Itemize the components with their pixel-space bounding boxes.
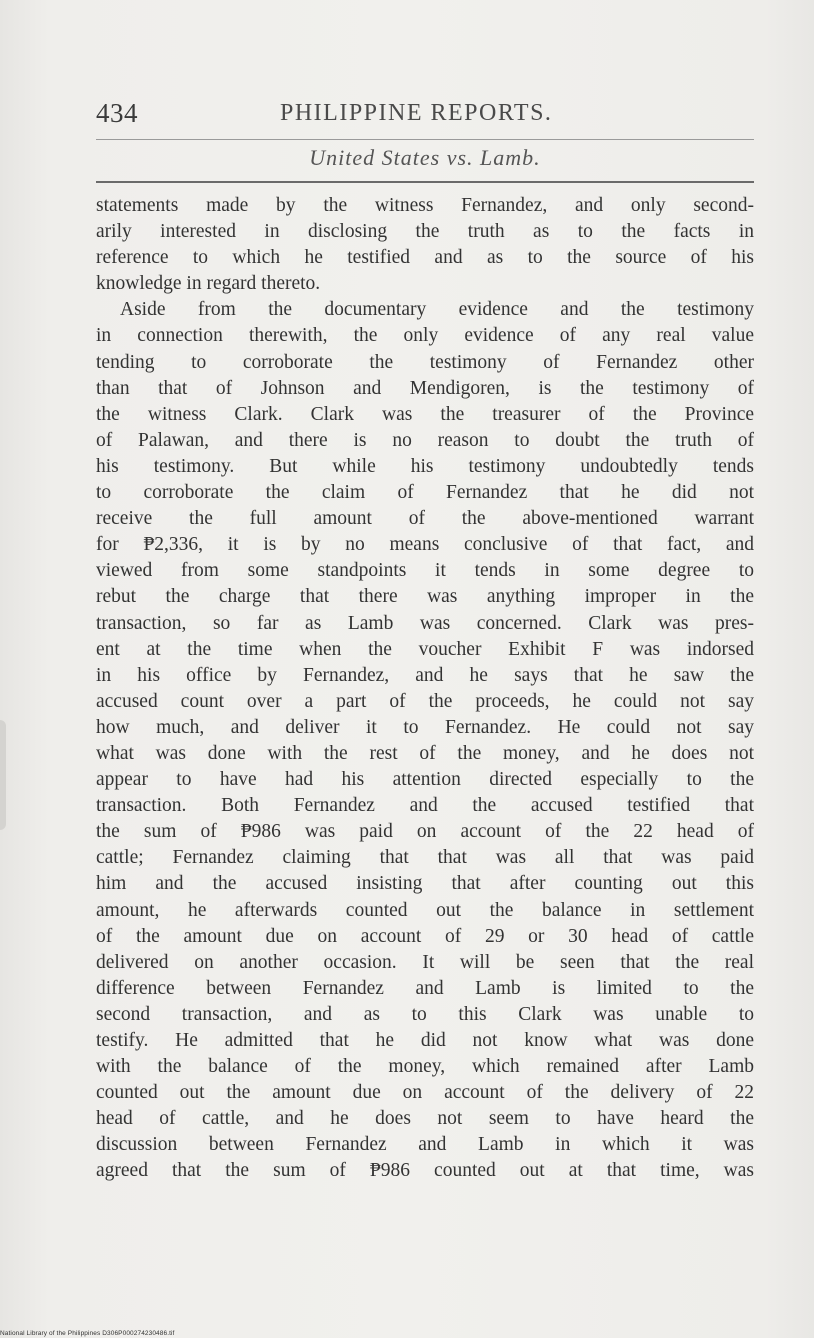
text-line: with the balance of the money, which remained after Lamb	[96, 1056, 754, 1078]
text-line: arily interested in disclosing the truth as to the facts in	[96, 221, 754, 243]
text-line: in his office by Fernandez, and he says that he saw the	[96, 664, 754, 686]
text-line: cattle; Fernandez claiming that that was all that was paid	[96, 847, 754, 869]
text-line: reference to which he testified and as to the source of his	[96, 247, 754, 269]
text-line: testify. He admitted that he did not know what was done	[96, 1030, 754, 1051]
header-rule	[96, 139, 754, 140]
text-line: delivered on another occasion. It will be seen that the real	[96, 951, 754, 973]
text-line: of the amount due on account of 29 or 30 head of cattle	[96, 925, 754, 947]
text-line: to corroborate the claim of Fernandez that he did not	[96, 482, 754, 504]
body-text	[96, 193, 754, 1185]
text-line: knowledge in regard thereto.	[96, 273, 321, 295]
scan-footer: National Library of the Philippines D306P000274230486.tif	[0, 1330, 175, 1337]
text-line: appear to have had his attention directed especially to the	[96, 769, 754, 791]
text-line: the sum of ₱986 was paid on account of the 22 head of	[96, 821, 754, 843]
page-edge-shadow	[0, 720, 6, 830]
text-line: amount, he afterwards counted out the balance in settlement	[96, 899, 754, 921]
text-line: how much, and deliver it to Fernandez. He could not say	[96, 716, 754, 738]
text-line: viewed from some standpoints it tends in some degree to	[96, 560, 754, 582]
text-line: than that of Johnson and Mendigoren, is the testimony of	[96, 377, 754, 399]
text-line: what was done with the rest of the money, and he does not	[96, 742, 754, 764]
text-line: Aside from the documentary evidence and the testimony	[120, 299, 754, 321]
text-line: the witness Clark. Clark was the treasurer of the Province	[96, 403, 754, 425]
running-title: PHILIPPINE REPORTS.	[280, 100, 553, 126]
page-number: 434	[96, 98, 138, 128]
text-line: discussion between Fernandez and Lamb in which it was	[96, 1134, 754, 1156]
text-line: rebut the charge that there was anything improper in the	[96, 586, 754, 608]
text-line: accused count over a part of the proceeds, he could not say	[96, 690, 754, 712]
text-line: second transaction, and as to this Clark was unable to	[96, 1003, 754, 1025]
page-header	[96, 98, 754, 132]
text-line: counted out the amount due on account of the delivery of 22	[96, 1082, 754, 1104]
text-line: his testimony. But while his testimony undoubtedly tends	[96, 455, 754, 477]
text-line: transaction. Both Fernandez and the accused testified that	[96, 795, 754, 817]
text-line: head of cattle, and he does not seem to have heard the	[96, 1108, 754, 1130]
text-line: for ₱2,336, it is by no means conclusive of that fact, and	[96, 534, 754, 556]
text-line: agreed that the sum of ₱986 counted out at that time, was	[96, 1160, 754, 1182]
text-line: receive the full amount of the above-mentioned warrant	[96, 508, 754, 530]
text-line: difference between Fernandez and Lamb is limited to the	[96, 977, 754, 999]
text-line: statements made by the witness Fernandez, and only second-	[96, 195, 754, 216]
text-line: in connection therewith, the only evidence of any real value	[96, 325, 754, 347]
case-title-rule	[96, 181, 754, 183]
text-line: transaction, so far as Lamb was concerned. Clark was pres-	[96, 612, 754, 634]
text-line: him and the accused insisting that after counting out this	[96, 873, 754, 895]
text-line: tending to corroborate the testimony of Fernandez other	[96, 351, 754, 373]
text-line: of Palawan, and there is no reason to doubt the truth of	[96, 429, 754, 451]
text-line: ent at the time when the voucher Exhibit F was indorsed	[96, 638, 754, 660]
case-title: United States vs. Lamb.	[309, 145, 541, 170]
